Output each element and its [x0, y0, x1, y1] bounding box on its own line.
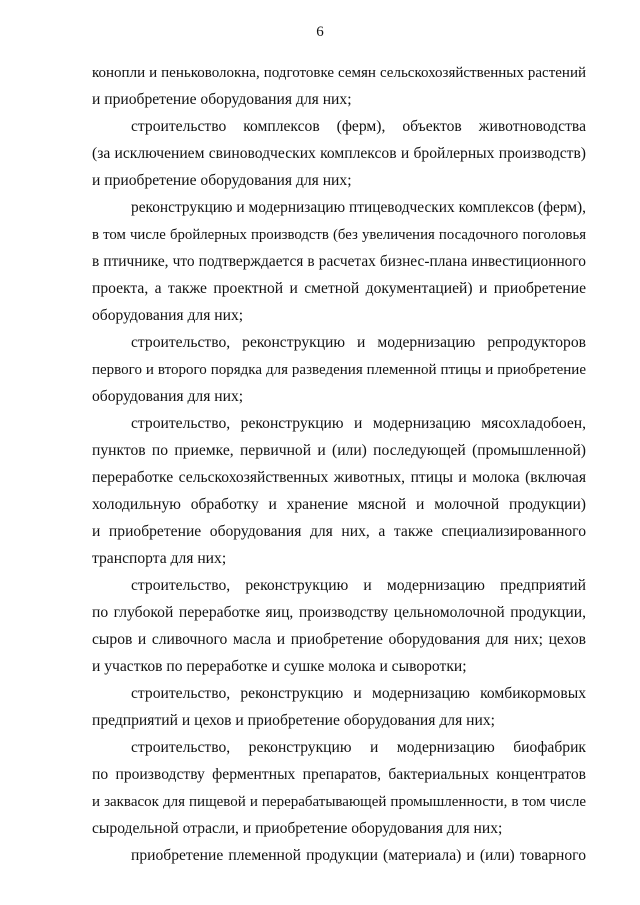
text-line: строительство, реконструкцию и модернизацию предприятий — [131, 577, 586, 594]
text-line: строительство, реконструкцию и модернизацию биофабрик — [131, 739, 586, 756]
text-line: и приобретение оборудования для них; — [92, 91, 352, 108]
text-line: предприятий и цехов и приобретение оборудования для них; — [92, 712, 495, 729]
page-number: 6 — [316, 24, 324, 40]
text-line: в том числе бройлерных производств (без увеличения посадочного поголовья — [92, 227, 586, 243]
text-line: строительство комплексов (ферм), объектов животноводства — [131, 118, 586, 135]
text-line: в птичнике, что подтверждается в расчетах бизнес-плана инвестиционного — [92, 253, 586, 270]
text-line: конопли и пеньковолокна, подготовке семян сельскохозяйственных растений — [92, 65, 586, 81]
text-line: по производству ферментных препаратов, бактериальных концентратов — [92, 766, 586, 783]
text-line: оборудования для них; — [92, 388, 244, 405]
text-line: проекта, а также проектной и сметной документацией) и приобретение — [92, 280, 586, 297]
text-line: холодильную обработку и хранение мясной и молочной продукции) — [92, 496, 586, 513]
text-line: приобретение племенной продукции (материала) и (или) товарного — [131, 847, 586, 864]
text-line: (за исключением свиноводческих комплексов и бройлерных производств) — [92, 145, 586, 162]
text-line: пунктов по приемке, первичной и (или) последующей (промышленной) — [92, 442, 586, 459]
text-line: и участков по переработке и сушке молока и сыворотки; — [92, 658, 467, 675]
text-line: по глубокой переработке яиц, производству цельномолочной продукции, — [92, 604, 586, 621]
text-line: и приобретение оборудования для них, а также специализированного — [92, 523, 586, 540]
text-line: строительство, реконструкцию и модернизацию комбикормовых — [131, 685, 586, 702]
text-line: и заквасок для пищевой и перерабатывающей промышленности, в том числе — [92, 794, 586, 810]
text-line: переработке сельскохозяйственных животных, птицы и молока (включая — [92, 469, 586, 486]
text-line: сыров и сливочного масла и приобретение оборудования для них; цехов — [92, 631, 586, 648]
text-line: сыродельной отрасли, и приобретение оборудования для них; — [92, 820, 503, 837]
text-line: строительство, реконструкцию и модернизацию репродукторов — [131, 334, 586, 351]
text-line: и приобретение оборудования для них; — [92, 172, 352, 189]
text-line: транспорта для них; — [92, 550, 227, 567]
text-line: оборудования для них; — [92, 307, 244, 324]
text-line: первого и второго порядка для разведения племенной птицы и приобретение — [92, 362, 586, 378]
text-line: строительство, реконструкцию и модернизацию мясохладобоен, — [131, 415, 586, 432]
text-line: реконструкцию и модернизацию птицеводческих комплексов (ферм), — [131, 199, 586, 216]
